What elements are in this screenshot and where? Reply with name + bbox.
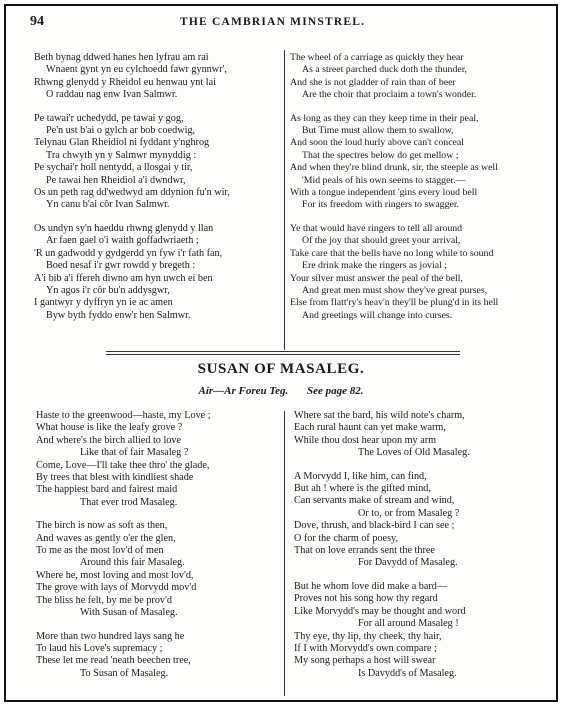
verse-line: Proves not his song how thy regard <box>294 593 438 605</box>
verse-line: Os un peth rag dd'wedwyd am ddynion fu'n wir, <box>34 187 230 199</box>
verse-line: Thy eye, thy lip, thy cheek, thy hair, <box>294 630 442 642</box>
verse-line: For its freedom with ringers to swagger. <box>302 199 459 211</box>
verse-line: Your silver must answer the peal of the bell, <box>290 272 463 284</box>
running-title: THE CAMBRIAN MINSTREL. <box>180 16 366 28</box>
verse-line: Yn canu b'ai côr Ivan Salmwr. <box>46 199 170 211</box>
verse-line: Can servants make of stream and wind, <box>294 495 455 507</box>
verse-line: And great men must show they've great purses, <box>302 284 488 296</box>
verse-line: What house is like the leafy grove ? <box>36 422 183 434</box>
verse-line: While thou dost hear upon my arm <box>294 434 437 446</box>
verse-line: O for the charm of poesy, <box>294 532 399 544</box>
verse-line: Tra chwyth yn y Salmwr mynyddig : <box>46 149 197 161</box>
verse-line: With Susan of Masaleg. <box>80 607 178 619</box>
air-name: Air—Ar Foreu Teg. <box>198 385 289 397</box>
book-page <box>4 4 558 702</box>
verse-line: Os undyn sy'n haeddu rhwng glenydd y llan <box>34 222 214 234</box>
verse-line: By trees that blest with kindliest shade <box>36 472 194 484</box>
verse-line: Ar faen gael o'i waith goffadwriaeth ; <box>46 235 199 247</box>
verse-line: Ere drink make the ringers as jovial ; <box>302 260 448 272</box>
verse-line: Else from flatt'ry's heav'n they'll be plung'd in its hell <box>290 297 499 309</box>
page-number: 94 <box>30 14 44 29</box>
verse-line: But he whom love did make a bard— <box>294 580 448 592</box>
section-rule <box>106 354 460 355</box>
verse-line: That the spectres below do get mellow ; <box>302 149 459 161</box>
verse-line: Ye that would have ringers to tell all around <box>290 222 463 234</box>
verse-line: For Davydd of Masaleg. <box>358 557 458 569</box>
song-right-column <box>294 410 470 680</box>
verse-line: Where sat the bard, his wild note's charm, <box>294 410 465 421</box>
verse-line: Like Morvydd's may be thought and word <box>294 605 466 617</box>
verse-line: Boed nesaf i'r gwr rowdd y bregeth : <box>46 260 196 272</box>
page-header <box>30 14 538 30</box>
verse-line: That on love errands sent the three <box>294 545 435 557</box>
verse-line: Dove, thrush, and black-bird I can see ; <box>294 520 455 532</box>
verse-line: And she is not gladder of rain than of beer <box>290 76 456 88</box>
verse-line: My song perhaps a host will swear <box>294 655 436 667</box>
verse-line: A Morvydd I, like him, can find, <box>294 470 427 482</box>
verse-line: To laud his Love's supremacy ; <box>36 642 163 654</box>
verse-line: Take care that the bells have no long while to sound <box>290 247 494 259</box>
verse-line: That ever trod Masaleg. <box>80 496 178 508</box>
column-divider <box>284 411 285 696</box>
verse-line: As long as they can they keep time in their peal, <box>290 112 479 124</box>
verse-line: As a street parched duck doth the thunder, <box>302 64 468 76</box>
verse-line: Pe sychai'r holl nentydd, a llosgai y tir, <box>34 162 193 174</box>
verse-line: Yn agos i'r côr bu'n addysgwr, <box>46 284 170 296</box>
verse-line: Where he, most loving and most lov'd, <box>36 569 194 581</box>
verse-line: O raddau nag enw Ivan Salmwr. <box>46 89 178 101</box>
verse-line: And soon the loud hurly above can't conceal <box>290 137 464 149</box>
verse-line: But ah ! where is the gifted mind, <box>294 483 431 495</box>
verse-line: The bliss he felt, by me be prov'd <box>36 594 172 606</box>
verse-line: Like that of fair Masaleg ? <box>80 447 189 459</box>
welsh-poem <box>34 52 230 322</box>
verse-line: Of the joy that should greet your arrival, <box>302 235 461 247</box>
verse-line: Haste to the greenwood—haste, my Love ; <box>36 410 211 421</box>
verse-line: 'R un gadwodd y gydgerdd yn fyw i'r fath fan, <box>34 247 223 259</box>
english-poem <box>290 52 498 322</box>
verse-line: Are the choir that proclaim a town's wonder. <box>302 89 477 101</box>
verse-line: To me as the most lov'd of men <box>36 545 164 557</box>
verse-line: And greetings will change into curses. <box>302 309 453 321</box>
verse-line: Telynau Glan Rheidiol ni fyddant y'nghrog <box>34 137 210 149</box>
verse-line: The grove with lays of Morvydd mov'd <box>36 582 197 594</box>
verse-line: And waves as gently o'er the glen, <box>36 532 176 544</box>
verse-line: A'i bib a'i ffereh diwno am hyn uwch ei ben <box>34 272 213 284</box>
verse-line: Each rural haunt can yet make warm, <box>294 422 446 434</box>
verse-line: And when they're blind drunk, sir, the steeple as well <box>290 162 498 174</box>
verse-line: For all around Masaleg ! <box>358 618 459 630</box>
verse-line: More than two hundred lays sang he <box>36 630 185 642</box>
verse-line: Come, Love—I'll take thee thro' the glade, <box>36 459 210 471</box>
verse-line: Beth bynag ddwed hanes hen lyfrau am rai <box>34 52 209 63</box>
verse-line: I gantwyr y dyffryn yn ie ac amen <box>34 297 173 309</box>
verse-line: The happiest bard and fairest maid <box>36 484 178 496</box>
verse-line: The birch is now as soft as then, <box>36 520 168 532</box>
verse-line: Pe tawai'r uchedydd, pe tawai y gog, <box>34 112 184 124</box>
verse-line: With a tongue independent 'gins every loud bell <box>290 187 478 199</box>
verse-line: Byw byth fyddo enw'r hen Salmwr. <box>46 309 191 321</box>
verse-line: And where's the birch allied to love <box>36 434 181 446</box>
verse-line: Or to, or from Masaleg ? <box>358 507 460 519</box>
verse-line: To Susan of Masaleg. <box>80 667 169 679</box>
verse-line: Pe'n ust b'ai o gylch ar bob coedwig, <box>46 125 196 137</box>
page-reference: See page 82. <box>307 385 364 397</box>
verse-line: These let me read 'neath beechen tree, <box>36 655 191 667</box>
song-left-column <box>36 410 211 680</box>
section-rule <box>106 351 460 352</box>
verse-line: Pe tawai hen Rheidiol a'i dwndwr, <box>46 174 186 186</box>
song-title: SUSAN OF MASALEG. <box>197 361 365 377</box>
verse-line: Around this fair Masaleg. <box>80 557 185 569</box>
verse-line: But Time must allow them to swallow, <box>302 125 454 137</box>
column-divider <box>284 50 285 350</box>
verse-line: 'Mid peals of his own seems to stagger.— <box>302 174 466 186</box>
air-line <box>6 385 556 397</box>
verse-line: Is Davydd's of Masaleg. <box>358 667 457 679</box>
verse-line: Rhwng glenydd y Rheidol eu henwau ynt lai <box>34 76 216 88</box>
verse-line: The wheel of a carriage as quickly they hear <box>290 52 464 63</box>
verse-line: If I with Morvydd's own compare ; <box>294 642 437 654</box>
verse-line: The Loves of Old Masaleg. <box>358 447 470 459</box>
verse-line: Wnaent gynt yn eu cylchoedd fawr gynnwr', <box>46 64 227 76</box>
